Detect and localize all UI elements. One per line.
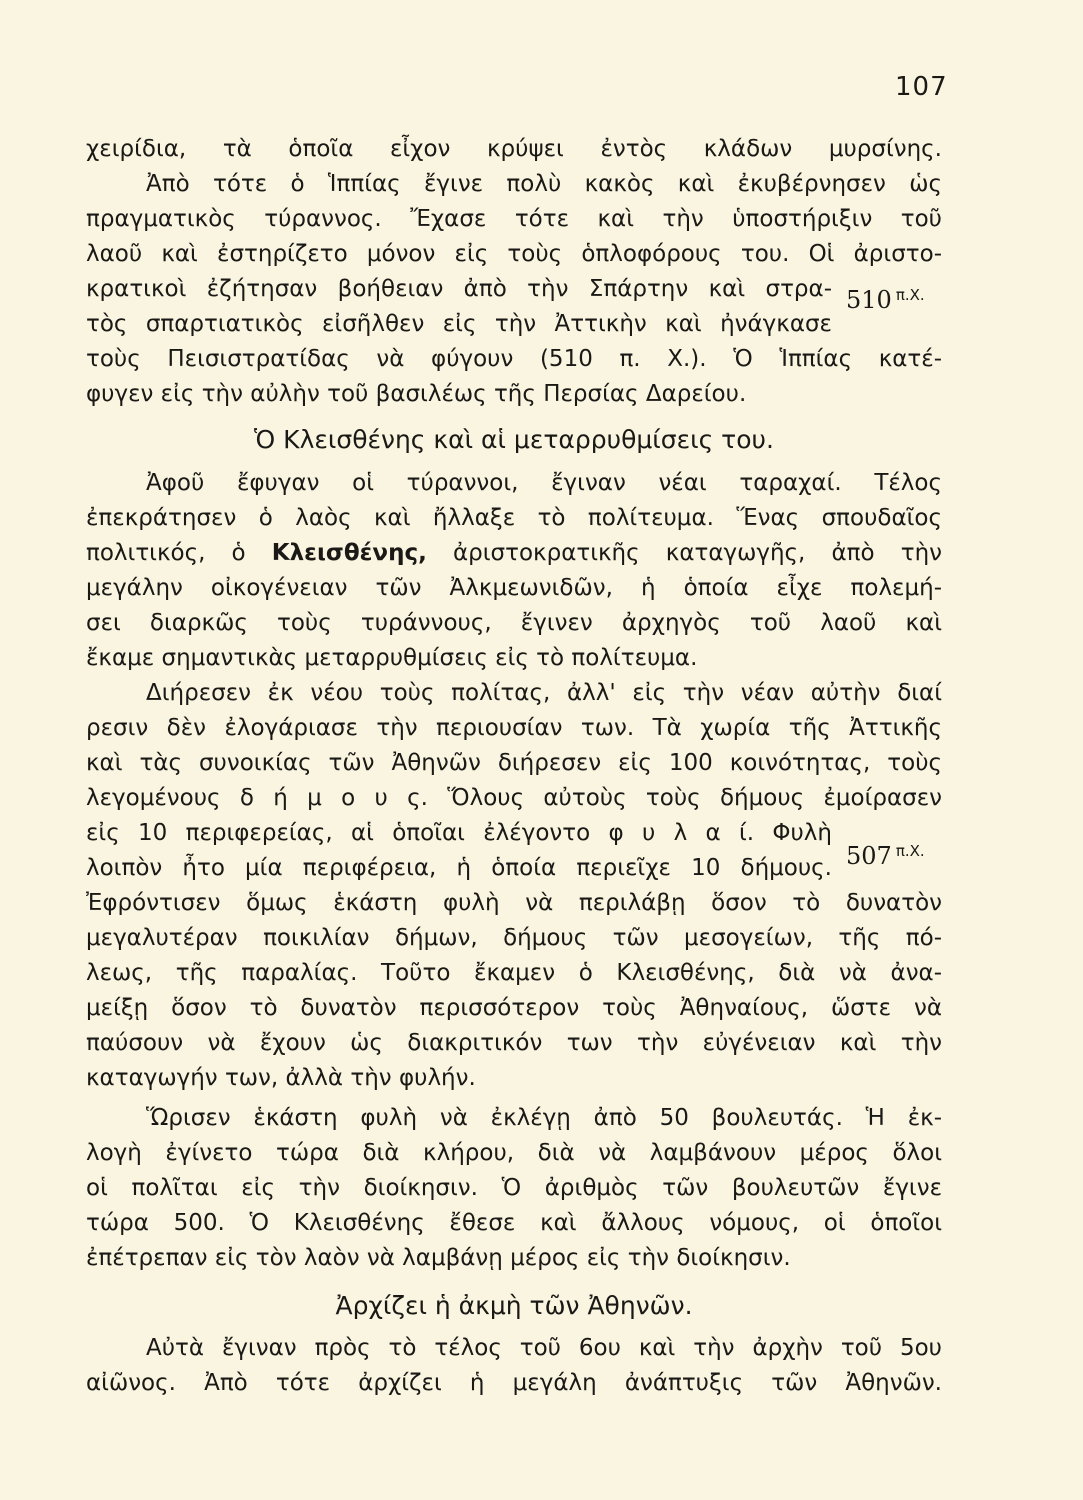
text-line: Ἐφρόντισεν ὅμως ἑκάστη φυλὴ νὰ περιλάβῃ ὅσον τὸ δυνατὸν [86,890,942,916]
margin-note-unit: π.Χ. [895,286,925,304]
text-line: ρεσιν δὲν ἐλογάριασε τὴν περιουσίαν των. Τὰ χωρία τῆς Ἀττικῆς [86,715,942,741]
text-line: ἐπεκράτησεν ὁ λαὸς καὶ ἤλλαξε τὸ πολίτευμα. Ἕνας σπουδαῖος [86,505,942,531]
text-line: ἔκαμε σημαντικὰς μεταρρυθμίσεις εἰς τὸ πολίτευμα. [86,645,698,671]
text-line: λεως, τῆς παραλίας. Τοῦτο ἔκαμεν ὁ Κλεισθένης, διὰ νὰ ἀνα- [86,960,942,986]
text-line: ἐπέτρεπαν εἰς τὸν λαὸν νὰ λαμβάνῃ μέρος εἰς τὴν διοίκησιν. [86,1245,791,1271]
text-line: καταγωγήν των, ἀλλὰ τὴν φυλήν. [86,1065,476,1091]
text-line: καὶ τὰς συνοικίας τῶν Ἀθηνῶν διήρεσεν εἰς 100 κοινότητας, τοὺς [86,750,942,776]
section-heading: Ὁ Κλεισθένης καὶ αἱ μεταρρυθμίσεις του. [254,425,774,454]
text-line: λογὴ ἐγίνετο τώρα διὰ κλήρου, διὰ νὰ λαμβάνουν μέρος ὅλοι [86,1140,942,1166]
text-line: μεγάλην οἰκογένειαν τῶν Ἀλκμεωνιδῶν, ἡ ὁποία εἶχε πολεμή- [86,575,942,601]
text-line: Αὐτὰ ἔγιναν πρὸς τὸ τέλος τοῦ 6ου καὶ τὴν ἀρχὴν τοῦ 5ου [146,1335,942,1361]
text-line: μείξῃ ὅσον τὸ δυνατὸν περισσότερον τοὺς Ἀθηναίους, ὥστε νὰ [86,995,942,1021]
text-line: πραγματικὸς τύραννος. Ἔχασε τότε καὶ τὴν ὑποστήριξιν τοῦ [86,206,942,232]
text-line: αἰῶνος. Ἀπὸ τότε ἀρχίζει ἡ μεγάλη ἀνάπτυξις τῶν Ἀθηνῶν. [86,1370,942,1396]
text-line: τοὺς Πεισιστρατίδας νὰ φύγουν (510 π. Χ.). Ὁ Ἱππίας κατέ- [86,346,942,372]
margin-note-510 [846,286,925,314]
text-line: τώρα 500. Ὁ Κλεισθένης ἔθεσε καὶ ἄλλους νόμους, οἱ ὁποῖοι [86,1210,942,1236]
text-line: λαοῦ καὶ ἐστηρίζετο μόνον εἰς τοὺς ὁπλοφόρους του. Οἱ ἀριστο- [86,241,942,267]
text-fragment: ἀριστοκρατικῆς καταγωγῆς, ἀπὸ τὴν [453,540,943,566]
text-line [86,536,942,570]
text-line: εἰς 10 περιφερείας, αἱ ὁποῖαι ἐλέγοντο φ υ λ α ί. Φυλὴ [86,820,832,846]
text-line: φυγεν εἰς τὴν αὐλὴν τοῦ βασιλέως τῆς Περσίας Δαρείου. [86,381,747,407]
text-line: κρατικοὶ ἐζήτησαν βοήθειαν ἀπὸ τὴν Σπάρτην καὶ στρα- [86,276,832,302]
text-line: χειρίδια, τὰ ὁποῖα εἶχον κρύψει ἐντὸς κλάδων μυρσίνης. [86,136,942,162]
text-fragment: πολιτικός, ὁ [86,540,246,566]
margin-note-year: 510 [846,286,892,314]
text-line: Ὥρισεν ἑκάστη φυλὴ νὰ ἐκλέγῃ ἀπὸ 50 βουλευτάς. Ἡ ἐκ- [146,1105,942,1131]
text-line: Διήρεσεν ἐκ νέου τοὺς πολίτας, ἀλλ' εἰς τὴν νέαν αὐτὴν διαί [146,680,942,706]
margin-note-507 [846,842,925,870]
margin-note-year: 507 [846,842,892,870]
margin-note-unit: π.Χ. [895,842,925,860]
text-line: Ἀπὸ τότε ὁ Ἱππίας ἔγινε πολὺ κακὸς καὶ ἐκυβέρνησεν ὡς [146,171,942,197]
page-number: 107 [895,72,948,102]
emphasized-name: Κλεισθένης, [271,540,427,566]
text-line: τὸς σπαρτιατικὸς εἰσῆλθεν εἰς τὴν Ἀττικὴν καὶ ἠνάγκασε [86,311,832,337]
text-line: παύσουν νὰ ἔχουν ὡς διακριτικόν των τὴν εὐγένειαν καὶ τὴν [86,1030,942,1056]
text-line: οἱ πολῖται εἰς τὴν διοίκησιν. Ὁ ἀριθμὸς τῶν βουλευτῶν ἔγινε [86,1175,942,1201]
text-line: λοιπὸν ἦτο μία περιφέρεια, ἡ ὁποία περιεῖχε 10 δήμους. [86,855,832,881]
section-heading: Ἀρχίζει ἡ ἀκμὴ τῶν Ἀθηνῶν. [335,1291,693,1320]
text-line: μεγαλυτέραν ποικιλίαν δήμων, δήμους τῶν μεσογείων, τῆς πό- [86,925,942,951]
text-line: σει διαρκῶς τοὺς τυράννους, ἔγινεν ἀρχηγὸς τοῦ λαοῦ καὶ [86,610,942,636]
text-line: Ἀφοῦ ἔφυγαν οἱ τύραννοι, ἔγιναν νέαι ταραχαί. Τέλος [146,470,942,496]
text-line: λεγομένους δ ή μ ο υ ς. Ὅλους αὐτοὺς τοὺς δήμους ἐμοίρασεν [86,785,942,811]
